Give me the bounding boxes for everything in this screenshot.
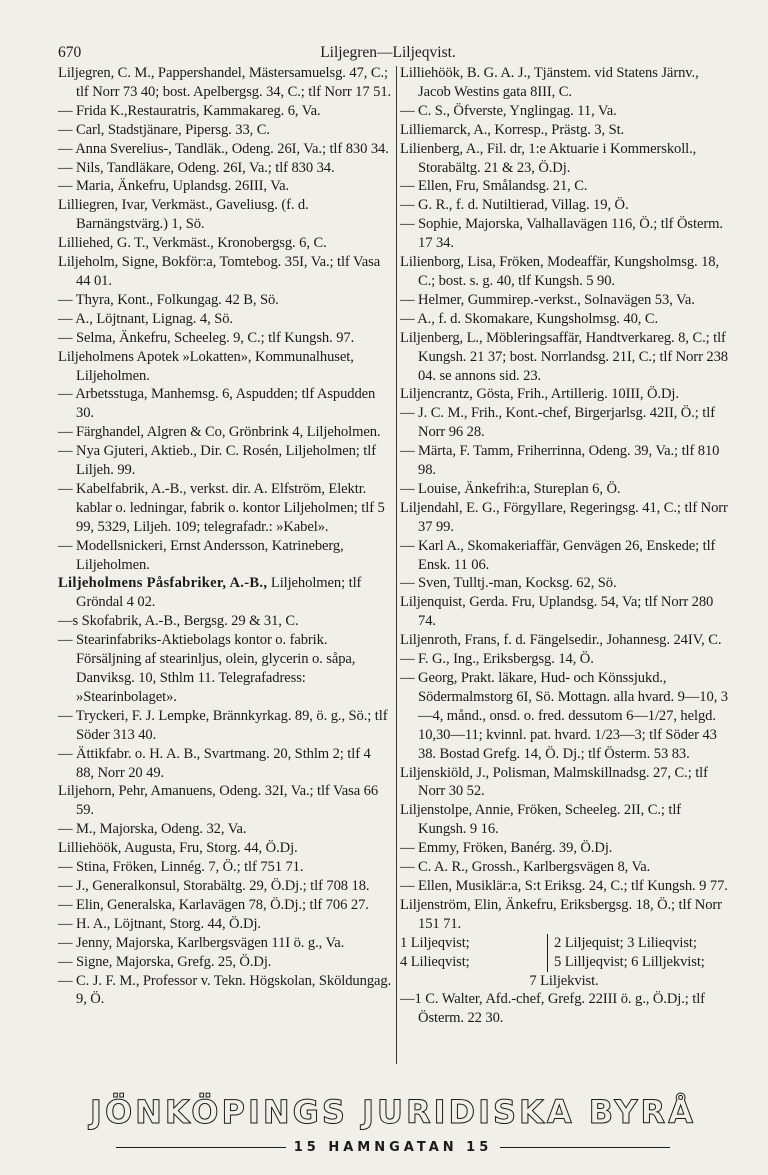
columns bbox=[58, 64, 728, 1064]
page-title: Liljegren—Liljeqvist. bbox=[320, 44, 456, 61]
directory-entry: Liljenberg, L., Möbleringsaffär, Handtverkareg. 8, C.; tlf Kungsh. 21 37; bost. Norrlandsg. 21I, C.; tlf Norr 238 04. se annons sid. 23. bbox=[400, 329, 728, 384]
directory-entry: — F. G., Ing., Eriksbergsg. 14, Ö. bbox=[400, 651, 594, 668]
directory-entry: — C. A. R., Grossh., Karlbergsvägen 8, Va. bbox=[400, 859, 651, 876]
right-column bbox=[400, 64, 728, 1028]
directory-entry: — Anna Sverelius-, Tandläk., Odeng. 26I, Va.; tlf 830 34. bbox=[58, 140, 389, 157]
footer-address-text: 15 HAMNGATAN 15 bbox=[293, 1140, 493, 1155]
directory-entry: — Selma, Änkefru, Scheeleg. 9, C.; tlf Kungsh. 97. bbox=[58, 329, 355, 346]
name-variants-left bbox=[400, 934, 548, 972]
name-variants-right bbox=[548, 934, 705, 972]
directory-entry: — Ellen, Musiklär:a, S:t Eriksg. 24, C.; tlf Kungsh. 9 77. bbox=[400, 877, 728, 894]
directory-entry: Liljegren, C. M., Pappershandel, Mästersamuelsg. 47, C.; tlf Norr 73 40; bost. Apelbergsg. 34, C.; tlf Norr 17 51. bbox=[58, 65, 392, 100]
page-number: 670 bbox=[58, 44, 82, 61]
directory-entry: Liljenstolpe, Annie, Fröken, Scheeleg. 2II, C.; tlf Kungsh. 9 16. bbox=[400, 802, 682, 838]
directory-entry: — Arbetsstuga, Manhemsg. 6, Aspudden; tlf Aspudden 30. bbox=[58, 386, 376, 422]
entry-bold-rest: Liljeholmen; tlf Gröndal 4 02. bbox=[76, 575, 362, 611]
directory-entry: Liljenquist, Gerda. Fru, Uplandsg. 54, Va; tlf Norr 280 74. bbox=[400, 594, 714, 630]
directory-entry: — Märta, F. Tamm, Friherrinna, Odeng. 39, Va.; tlf 810 98. bbox=[400, 443, 720, 479]
directory-entry: Lilliegren, Ivar, Verkmäst., Gaveliusg. (f. d. Barnängstvärg.) 1, Sö. bbox=[58, 197, 309, 233]
footer-rule-right bbox=[500, 1147, 670, 1148]
directory-entry: — Frida K.,Restauratris, Kammakareg. 6, Va. bbox=[58, 102, 321, 119]
directory-entry: — Karl A., Skomakeriaffär, Genvägen 26, Enskede; tlf Ensk. 11 06. bbox=[400, 537, 716, 573]
directory-entry: — A., Löjtnant, Lignag. 4, Sö. bbox=[58, 310, 233, 327]
name-variant: 5 Lilljeqvist; 6 Lilljekvist; bbox=[554, 953, 705, 970]
directory-entry: — Nils, Tandläkare, Odeng. 26I, Va.; tlf 830 34. bbox=[58, 159, 335, 176]
name-variant: 4 Lilieqvist; bbox=[400, 953, 470, 970]
directory-entry: Lilliehöök, B. G. A. J., Tjänstem. vid Statens Järnv., Jacob Westins gata 8III, C. bbox=[400, 65, 699, 100]
directory-entry: — Maria, Änkefru, Uplandsg. 26III, Va. bbox=[58, 178, 289, 195]
directory-entry: — C. S., Öfverste, Ynglingag. 11, Va. bbox=[400, 102, 617, 119]
left-entries bbox=[58, 64, 392, 574]
directory-entry: — Ellen, Fru, Smålandsg. 21, C. bbox=[400, 178, 588, 195]
directory-entry: — Louise, Änkefrih:a, Stureplan 6, Ö. bbox=[400, 480, 621, 497]
directory-entry: — Kabelfabrik, A.-B., verkst. dir. A. Elfström, Elektr. kablar o. ledningar, fabrik o. kontor Liljeholmen; tlf 5 99, 5329, Liljeh. 109; telegrafadr.: »Kabel». bbox=[58, 480, 385, 535]
page-header bbox=[58, 44, 718, 64]
right-entries bbox=[400, 64, 728, 934]
directory-entry: — Georg, Prakt. läkare, Hud- och Könssjukd., Södermalmstorg 6I, Sö. Mottagn. alla hvard. 9—10, 3—4, månd., onsd. o. fred. dessutom 6—1/27, helgd. 10,30—11; kvinnl. pat. hvard. 1/23—3; tlf Söder 43 38. Bostad Grefg. 14, Ö. Dj.; tlf Österm. 53 83. bbox=[400, 670, 728, 762]
name-variants-box bbox=[400, 934, 728, 972]
entry-bold-name: Liljeholmens Påsfabriker, A.-B., bbox=[58, 575, 268, 592]
directory-entry: — H. A., Löjtnant, Storg. 44, Ö.Dj. bbox=[58, 915, 261, 932]
directory-entry: — Nya Gjuteri, Aktieb., Dir. C. Rosén, Liljeholmen; tlf Liljeh. 99. bbox=[58, 443, 376, 479]
directory-entry: — J., Generalkonsul, Storabältg. 29, Ö.Dj.; tlf 708 18. bbox=[58, 877, 370, 894]
footer-rule-left bbox=[116, 1147, 286, 1148]
directory-entry: — Elin, Generalska, Karlavägen 78, Ö.Dj.; tlf 706 27. bbox=[58, 896, 369, 913]
directory-entry: — A., f. d. Skomakare, Kungsholmsg. 40, C. bbox=[400, 310, 659, 327]
directory-entry: —1 C. Walter, Afd.-chef, Grefg. 22III ö. g., Ö.Dj.; tlf Österm. 22 30. bbox=[400, 991, 705, 1027]
directory-entry: — Ättikfabr. o. H. A. B., Svartmang. 20, Sthlm 2; tlf 4 88, Norr 20 49. bbox=[58, 745, 371, 781]
directory-entry: — Carl, Stadstjänare, Pipersg. 33, C. bbox=[58, 121, 270, 138]
directory-entry: Liljenskiöld, J., Polisman, Malmskillnadsg. 27, C.; tlf Norr 30 52. bbox=[400, 764, 708, 800]
directory-entry: — Sophie, Majorska, Valhallavägen 116, Ö.; tlf Österm. 17 34. bbox=[400, 216, 723, 252]
directory-entry: Liljeholm, Signe, Bokför:a, Tomtebog. 35I, Va.; tlf Vasa 44 01. bbox=[58, 254, 381, 289]
directory-entry: Liljeholmens Apotek »Lokatten», Kommunalhuset, Liljeholmen. bbox=[58, 348, 354, 384]
directory-entry: Lilliehöök, Augusta, Fru, Storg. 44, Ö.Dj. bbox=[58, 840, 298, 857]
footer-advert-title: JÖNKÖPINGS JURIDISKA BYRÅ bbox=[90, 1093, 696, 1131]
name-variant: 2 Liljequist; 3 Lilieqvist; bbox=[554, 934, 697, 951]
directory-entry: — Signe, Majorska, Grefg. 25, Ö.Dj. bbox=[58, 953, 272, 970]
left-entries-continued bbox=[58, 612, 392, 1009]
directory-entry: Liljehorn, Pehr, Amanuens, Odeng. 32I, Va.; tlf Vasa 66 59. bbox=[58, 783, 379, 819]
directory-entry: — J. C. M., Frih., Kont.-chef, Birgerjarlsg. 42II, Ö.; tlf Norr 96 28. bbox=[400, 405, 715, 441]
directory-entry: — G. R., f. d. Nutiltierad, Villag. 19, Ö. bbox=[400, 197, 629, 214]
directory-entry: Liljenström, Elin, Änkefru, Eriksbergsg. 18, Ö.; tlf Norr 151 71. bbox=[400, 896, 722, 932]
name-variant-center: 7 Liljekvist. bbox=[529, 972, 599, 989]
directory-entry: Liljenroth, Frans, f. d. Fängelsedir., Johannesg. 24IV, C. bbox=[400, 632, 722, 649]
directory-entry: Lilliemarck, A., Korresp., Prästg. 3, St. bbox=[400, 121, 625, 138]
directory-entry: — Sven, Tulltj.-man, Kocksg. 62, Sö. bbox=[400, 575, 617, 592]
directory-entry: — M., Majorska, Odeng. 32, Va. bbox=[58, 821, 247, 838]
directory-entry: Lilienberg, A., Fil. dr, 1:e Aktuarie i Kommerskoll., Storabältg. 21 & 23, Ö.Dj. bbox=[400, 140, 697, 176]
directory-entry: Lilienborg, Lisa, Fröken, Modeaffär, Kungsholmsg. 18, C.; bost. s. g. 40, tlf Kungsh. 5 90. bbox=[400, 254, 720, 289]
directory-entry: — Stearinfabriks-Aktiebolags kontor o. fabrik. Försäljning af stearinljus, olein, glycerin o. såpa, Danviksg. 10, Sthlm 11. Telegrafadress: »Stearinbolaget». bbox=[58, 632, 356, 705]
directory-entry: Lilliehed, G. T., Verkmäst., Kronobergsg. 6, C. bbox=[58, 235, 327, 252]
footer-advert-address bbox=[58, 1140, 728, 1156]
directory-entry: — Tryckeri, F. J. Lempke, Brännkyrkag. 89, ö. g., Sö.; tlf Söder 313 40. bbox=[58, 707, 388, 743]
directory-entry: — Färghandel, Algren & Co, Grönbrink 4, Liljeholmen. bbox=[58, 424, 381, 441]
directory-entry: — C. J. F. M., Professor v. Tekn. Högskolan, Sköldungag. 9, Ö. bbox=[58, 972, 392, 1008]
directory-entry: — Thyra, Kont., Folkungag. 42 B, Sö. bbox=[58, 291, 279, 308]
directory-entry-bold bbox=[58, 574, 392, 612]
directory-entry: — Emmy, Fröken, Banérg. 39, Ö.Dj. bbox=[400, 840, 613, 857]
left-column bbox=[58, 64, 392, 1009]
directory-entry: — Helmer, Gummirep.-verkst., Solnavägen 53, Va. bbox=[400, 291, 695, 308]
directory-entry: — Stina, Fröken, Linnég. 7, Ö.; tlf 751 71. bbox=[58, 859, 304, 876]
directory-entry: Liljendahl, E. G., Förgyllare, Regeringsg. 41, C.; tlf Norr 37 99. bbox=[400, 499, 728, 535]
name-variant: 1 Liljeqvist; bbox=[400, 934, 470, 951]
directory-entry: —s Skofabrik, A.-B., Bergsg. 29 & 31, C. bbox=[58, 613, 299, 630]
directory-entry: — Modellsnickeri, Ernst Andersson, Katrineberg, Liljeholmen. bbox=[58, 537, 344, 573]
directory-entry: — Jenny, Majorska, Karlbergsvägen 11I ö. g., Va. bbox=[58, 934, 345, 951]
directory-entry: Liljencrantz, Gösta, Frih., Artillerig. 10III, Ö.Dj. bbox=[400, 386, 679, 403]
